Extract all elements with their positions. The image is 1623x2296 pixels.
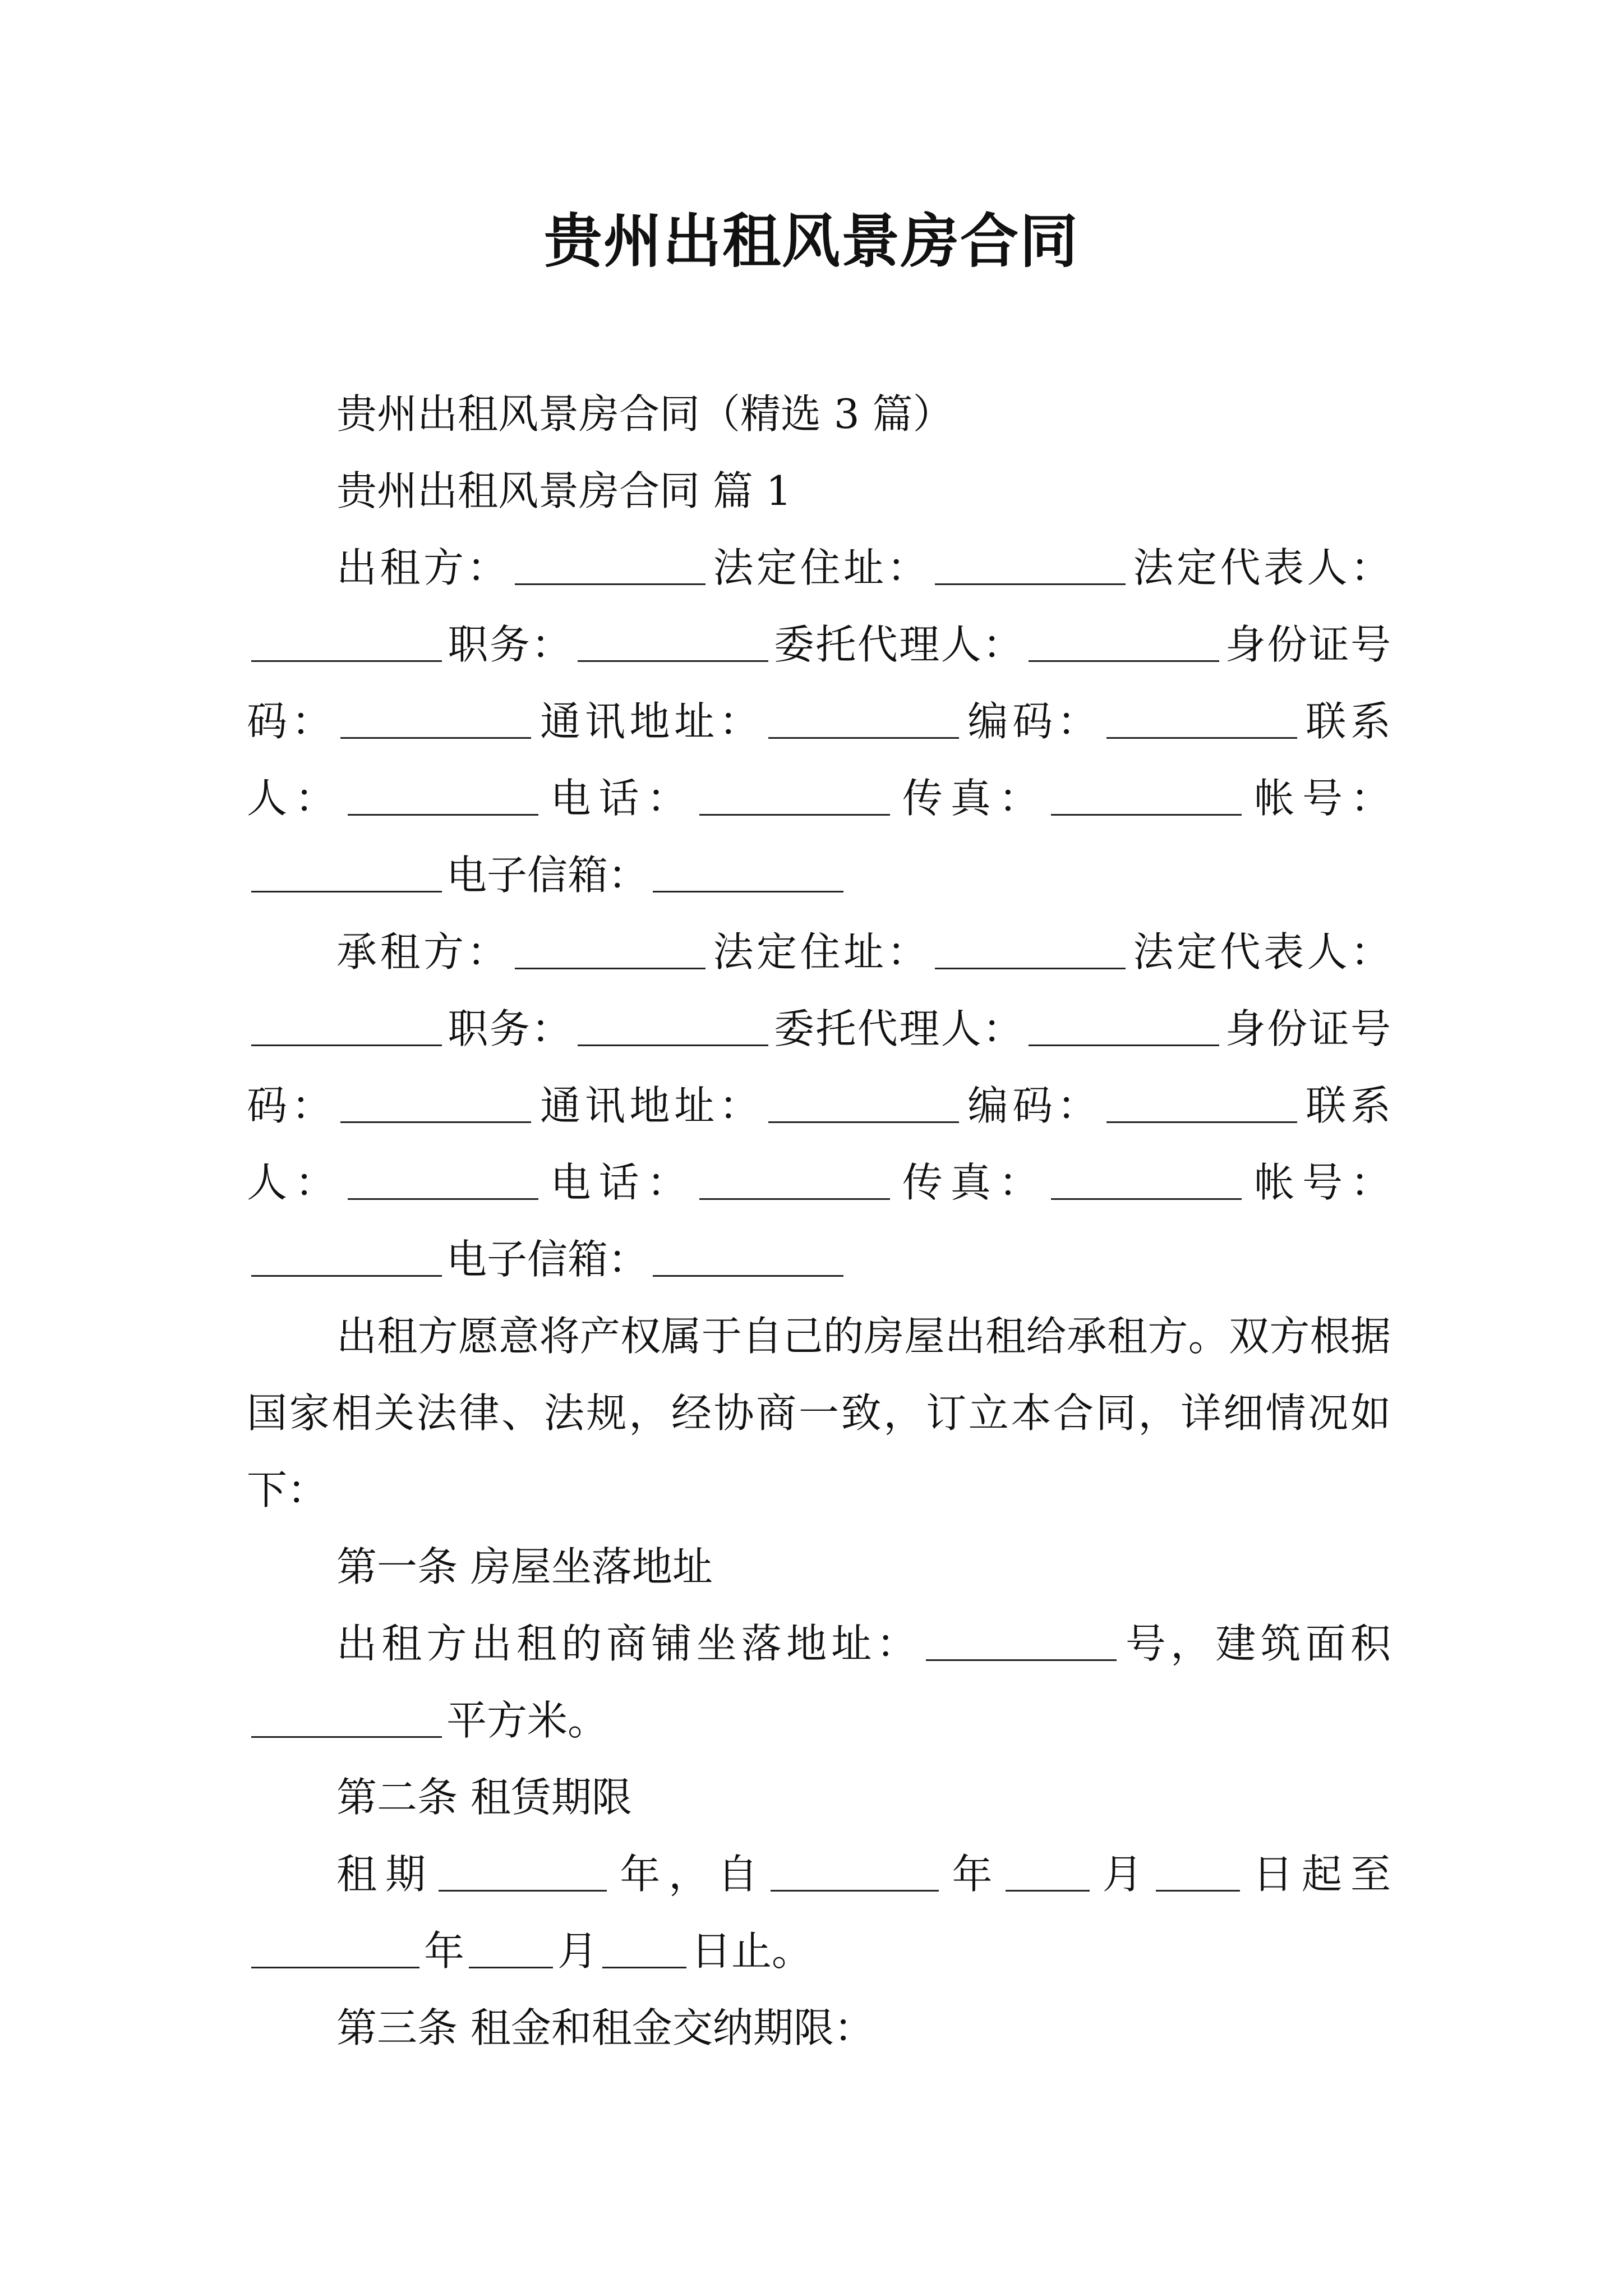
end-year-blank bbox=[251, 1926, 419, 1968]
lessee-zip-blank bbox=[1106, 1081, 1297, 1123]
lessor-party-blank bbox=[515, 543, 706, 585]
intro-paragraph: 出租方愿意将产权属于自己的房屋出租给承租方。双方根据国家相关法律、法规，经协商一致，订立本合同，详细情况如下： bbox=[247, 1313, 1391, 1513]
article-1-text-after: 平方米。 bbox=[446, 1697, 608, 1744]
term-label: 租期 bbox=[336, 1851, 435, 1898]
lessor-id-blank bbox=[340, 697, 531, 739]
lessor-agent-blank bbox=[1029, 620, 1219, 662]
lessee-rep-label: 法定代表人： bbox=[1129, 928, 1391, 976]
lessor-info-paragraph bbox=[247, 530, 1391, 914]
lessee-agent-blank bbox=[1029, 1004, 1219, 1046]
start-month-label: 月 bbox=[1094, 1851, 1151, 1898]
lessee-account-blank bbox=[251, 1235, 442, 1277]
address-blank bbox=[926, 1619, 1117, 1661]
lessee-mail-addr-label: 通讯地址： bbox=[536, 1082, 764, 1129]
end-month-label: 月 bbox=[557, 1927, 598, 1975]
lessor-party-label: 出租方： bbox=[336, 544, 510, 591]
end-month-blank bbox=[469, 1926, 553, 1968]
lessee-contact-label: 联系人： bbox=[247, 1082, 1391, 1206]
lessor-fax-blank bbox=[1051, 774, 1242, 816]
lessee-email-label: 电子信箱： bbox=[446, 1236, 649, 1283]
lessee-phone-label: 电话： bbox=[542, 1159, 695, 1206]
subtitle: 贵州出租风景房合同（精选 3 篇） bbox=[336, 390, 953, 438]
lessor-contact-label: 联系人： bbox=[247, 698, 1391, 822]
start-day-blank bbox=[1156, 1849, 1240, 1892]
lessor-position-label: 职务： bbox=[446, 621, 573, 668]
lessee-phone-blank bbox=[699, 1158, 890, 1200]
lessor-email-blank bbox=[653, 850, 843, 892]
lessor-zip-label: 编码： bbox=[963, 698, 1102, 745]
start-year-label: 年 bbox=[943, 1851, 1001, 1898]
end-day-label: 日止。 bbox=[691, 1927, 813, 1975]
lessee-contact-blank bbox=[348, 1158, 538, 1200]
lessor-agent-label: 委托代理人： bbox=[772, 621, 1025, 668]
lessee-party-label: 承租方： bbox=[336, 928, 510, 976]
area-blank bbox=[251, 1696, 442, 1738]
lessor-id-label: 身份证号码： bbox=[247, 621, 1391, 745]
document-title: 贵州出租风景房合同 bbox=[543, 206, 1079, 275]
lessee-fax-label: 传真： bbox=[895, 1159, 1047, 1206]
lessor-account-label: 帐号： bbox=[1246, 775, 1391, 822]
end-year-label: 年 bbox=[424, 1927, 465, 1975]
lessee-id-blank bbox=[340, 1081, 531, 1123]
lessor-email-label: 电子信箱： bbox=[446, 852, 649, 899]
lessee-address-blank bbox=[935, 927, 1126, 969]
lessor-phone-label: 电话： bbox=[542, 775, 695, 822]
lessee-email-blank bbox=[653, 1235, 843, 1277]
lessee-position-label: 职务： bbox=[446, 1005, 573, 1052]
lessee-zip-label: 编码： bbox=[963, 1082, 1102, 1129]
article-2-heading: 第二条 租赁期限 bbox=[336, 1774, 632, 1821]
lessor-fax-label: 传真： bbox=[895, 775, 1047, 822]
lessor-mail-addr-label: 通讯地址： bbox=[536, 698, 764, 745]
lessor-zip-blank bbox=[1106, 697, 1297, 739]
start-day-label: 日起至 bbox=[1244, 1851, 1391, 1898]
article-3-heading: 第三条 租金和租金交纳期限： bbox=[336, 2004, 874, 2051]
lessee-id-label: 身份证号码： bbox=[247, 1005, 1391, 1129]
lessee-address-label: 法定住址： bbox=[710, 928, 930, 976]
start-month-blank bbox=[1006, 1849, 1090, 1892]
lessor-contact-blank bbox=[348, 774, 538, 816]
section-heading: 贵州出租风景房合同 篇 1 bbox=[336, 467, 792, 514]
article-1-heading: 第一条 房屋坐落地址 bbox=[336, 1543, 713, 1590]
lessee-rep-blank bbox=[251, 1004, 442, 1046]
article-1-text-before: 出租方出租的商铺坐落地址： bbox=[336, 1620, 921, 1667]
lessee-position-blank bbox=[578, 1004, 768, 1046]
term-years-blank bbox=[439, 1849, 607, 1892]
lessor-mail-addr-blank bbox=[768, 697, 959, 739]
lessee-fax-blank bbox=[1051, 1158, 1242, 1200]
lessor-address-blank bbox=[935, 543, 1126, 585]
lessor-rep-blank bbox=[251, 620, 442, 662]
start-year-blank bbox=[771, 1849, 939, 1892]
lessor-rep-label: 法定代表人： bbox=[1129, 544, 1391, 591]
lessor-address-label: 法定住址： bbox=[710, 544, 930, 591]
lessee-mail-addr-blank bbox=[768, 1081, 959, 1123]
article-1-text-mid: 号，建筑面积 bbox=[1121, 1620, 1391, 1667]
lessee-agent-label: 委托代理人： bbox=[772, 1005, 1025, 1052]
term-years-from: 年，自 bbox=[611, 1851, 767, 1898]
lessee-info-paragraph bbox=[247, 914, 1391, 1298]
article-2-text bbox=[247, 1836, 1391, 1990]
lessee-party-blank bbox=[515, 927, 706, 969]
lessor-phone-blank bbox=[699, 774, 890, 816]
end-day-blank bbox=[602, 1926, 686, 1968]
lessor-position-blank bbox=[578, 620, 768, 662]
lessor-account-blank bbox=[251, 850, 442, 892]
article-1-text bbox=[247, 1605, 1391, 1759]
lessee-account-label: 帐号： bbox=[1246, 1159, 1391, 1206]
document-body bbox=[247, 376, 1391, 2067]
